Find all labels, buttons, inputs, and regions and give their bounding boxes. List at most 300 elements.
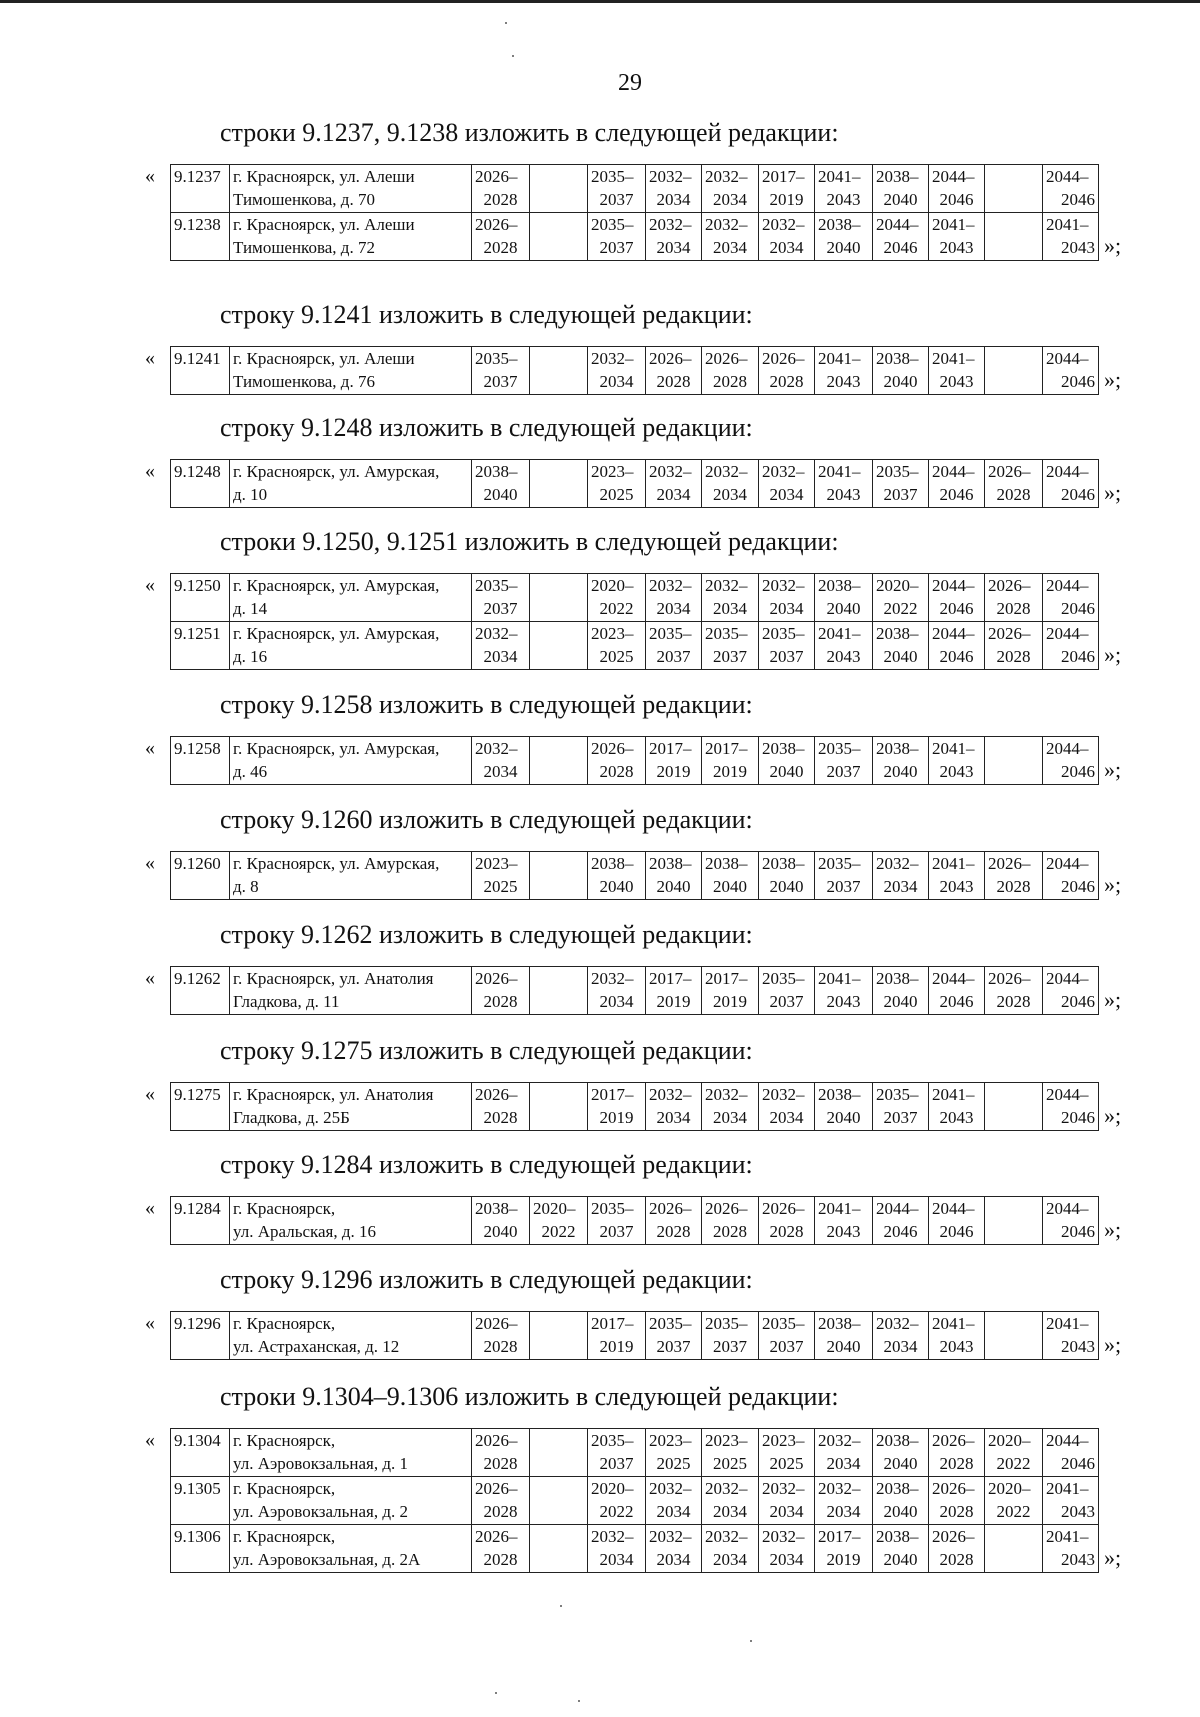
section-heading: строки 9.1250, 9.1251 изложить в следующей редакции: — [220, 527, 839, 556]
amendment-table — [170, 573, 1099, 670]
row-number-cell — [171, 1083, 230, 1131]
period-end: 2037 — [656, 1337, 691, 1356]
address-line-2: ул. Аэровокзальная, д. 1 — [233, 1454, 409, 1473]
period-start: 2035– — [591, 1431, 634, 1450]
row-number-cell — [171, 737, 230, 785]
period-cell — [815, 460, 873, 508]
period-end: 2046 — [939, 599, 974, 618]
period-start: 2044– — [932, 624, 975, 643]
row-number-cell — [171, 165, 230, 213]
period-start: 2044– — [932, 167, 975, 186]
period-start: 2041– — [1046, 1479, 1089, 1498]
period-start: 2017– — [591, 1085, 634, 1104]
period-cell — [646, 1312, 702, 1360]
period-cell — [1043, 460, 1099, 508]
period-end — [988, 1106, 1039, 1129]
period-end: 2028 — [713, 372, 747, 391]
section-heading: строку 9.1284 изложить в следующей редакции: — [220, 1150, 753, 1179]
period-end: 2037 — [769, 992, 804, 1011]
period-end: 2040 — [883, 372, 918, 391]
period-end: 2040 — [656, 877, 691, 896]
period-end: 2028 — [483, 1454, 518, 1473]
close-quote-mark: »; — [1104, 872, 1122, 897]
period-end — [533, 597, 584, 620]
period-start — [533, 1525, 584, 1548]
period-cell — [873, 1312, 929, 1360]
period-end: 2028 — [483, 1337, 518, 1356]
row-number-cell — [171, 1525, 230, 1573]
period-start: 2026– — [649, 1199, 692, 1218]
period-cell — [815, 1197, 873, 1245]
period-end: 2046 — [939, 647, 974, 666]
period-end — [533, 483, 584, 506]
period-end: 2046 — [1061, 762, 1095, 781]
period-end: 2037 — [599, 190, 634, 209]
period-end: 2022 — [996, 1502, 1031, 1521]
period-cell — [588, 574, 646, 622]
period-start: 2035– — [762, 624, 805, 643]
period-end: 2019 — [713, 992, 747, 1011]
period-end: 2034 — [883, 877, 918, 896]
period-start: 2038– — [876, 1527, 919, 1546]
period-end — [988, 236, 1039, 259]
period-start: 2041– — [818, 167, 861, 186]
period-cell — [702, 967, 759, 1015]
period-start: 2032– — [649, 576, 692, 595]
row-number: 9.1262 — [174, 969, 221, 988]
period-end: 2025 — [713, 1454, 747, 1473]
period-start: 2038– — [475, 1199, 518, 1218]
period-end: 2022 — [599, 1502, 634, 1521]
period-cell — [702, 1197, 759, 1245]
table-row — [171, 1197, 1099, 1245]
period-end: 2028 — [996, 992, 1031, 1011]
period-cell — [929, 1429, 985, 1477]
period-start: 2041– — [818, 969, 861, 988]
period-cell — [588, 622, 646, 670]
period-end: 2043 — [939, 762, 974, 781]
period-start: 2038– — [818, 1314, 861, 1333]
period-end: 2037 — [483, 599, 518, 618]
period-end: 2040 — [883, 190, 918, 209]
period-start: 2032– — [591, 1527, 634, 1546]
period-end: 2046 — [1061, 485, 1095, 504]
period-end: 2046 — [1061, 372, 1095, 391]
period-start: 2041– — [932, 215, 975, 234]
period-cell — [759, 347, 815, 395]
section-heading: строку 9.1260 изложить в следующей редакции: — [220, 805, 753, 834]
period-end: 2034 — [713, 1550, 747, 1569]
period-end: 2046 — [939, 1222, 974, 1241]
period-start — [988, 1525, 1039, 1548]
period-start: 2032– — [649, 1527, 692, 1546]
period-start — [533, 1429, 584, 1452]
period-end: 2025 — [599, 485, 634, 504]
period-cell — [873, 347, 929, 395]
row-number: 9.1305 — [174, 1479, 221, 1498]
amendment-table — [170, 1082, 1099, 1131]
period-cell — [929, 460, 985, 508]
period-start: 2035– — [818, 854, 861, 873]
amendment-table — [170, 1196, 1099, 1245]
period-start: 2020– — [591, 576, 634, 595]
amendment-table — [170, 164, 1099, 261]
section-heading: строку 9.1248 изложить в следующей редакции: — [220, 413, 753, 442]
period-start — [988, 347, 1039, 370]
period-cell — [588, 165, 646, 213]
period-cell — [873, 1083, 929, 1131]
period-end: 2034 — [599, 372, 634, 391]
period-cell — [929, 852, 985, 900]
period-cell — [646, 1477, 702, 1525]
table-row — [171, 967, 1099, 1015]
period-start: 2017– — [591, 1314, 634, 1333]
address-cell — [230, 622, 472, 670]
period-start: 2044– — [1046, 624, 1089, 643]
period-end: 2040 — [826, 1108, 861, 1127]
period-end: 2040 — [769, 762, 804, 781]
period-end: 2022 — [599, 599, 634, 618]
period-end: 2034 — [713, 599, 747, 618]
period-start — [533, 574, 584, 597]
period-end: 2040 — [826, 1337, 861, 1356]
amendment-table — [170, 1311, 1099, 1360]
open-quote-mark: « — [145, 1429, 155, 1451]
period-start: 2017– — [705, 739, 748, 758]
period-start: 2035– — [705, 1314, 748, 1333]
period-end: 2040 — [769, 877, 804, 896]
period-start: 2041– — [818, 462, 861, 481]
scan-speck — [578, 1700, 580, 1702]
period-cell — [759, 213, 815, 261]
period-cell — [702, 347, 759, 395]
period-cell — [759, 967, 815, 1015]
address-line-1: г. Красноярск, ул. Амурская, — [233, 624, 440, 643]
period-start: 2038– — [591, 854, 634, 873]
period-start: 2032– — [475, 739, 518, 758]
address-line-1: г. Красноярск, — [233, 1431, 336, 1450]
period-cell — [646, 852, 702, 900]
period-end — [533, 760, 584, 783]
period-cell — [985, 737, 1043, 785]
period-end: 2040 — [483, 485, 518, 504]
address-cell — [230, 737, 472, 785]
period-start: 2032– — [591, 969, 634, 988]
period-cell — [929, 967, 985, 1015]
period-end: 2034 — [713, 238, 747, 257]
period-end: 2043 — [1061, 238, 1095, 257]
period-end: 2034 — [483, 762, 518, 781]
period-end: 2034 — [769, 1550, 804, 1569]
period-cell — [646, 1197, 702, 1245]
period-end: 2037 — [883, 485, 918, 504]
period-cell — [815, 347, 873, 395]
period-start: 2041– — [818, 349, 861, 368]
period-cell — [1043, 1197, 1099, 1245]
scan-speck — [512, 55, 514, 57]
period-cell — [646, 165, 702, 213]
period-cell — [759, 574, 815, 622]
row-number: 9.1284 — [174, 1199, 221, 1218]
row-number-cell — [171, 1197, 230, 1245]
scan-speck — [495, 1692, 497, 1694]
period-cell — [1043, 165, 1099, 213]
period-cell — [985, 165, 1043, 213]
period-cell — [702, 737, 759, 785]
period-cell — [815, 1477, 873, 1525]
period-cell — [929, 1083, 985, 1131]
section-heading: строку 9.1296 изложить в следующей редакции: — [220, 1265, 753, 1294]
period-cell — [815, 622, 873, 670]
period-cell — [702, 165, 759, 213]
period-end: 2040 — [883, 1550, 918, 1569]
period-cell — [588, 347, 646, 395]
period-cell — [702, 852, 759, 900]
period-cell — [472, 165, 530, 213]
row-number-cell — [171, 622, 230, 670]
period-start: 2032– — [762, 215, 805, 234]
period-cell — [588, 737, 646, 785]
period-cell — [646, 1525, 702, 1573]
period-cell — [530, 1429, 588, 1477]
period-start: 2038– — [876, 349, 919, 368]
period-end: 2037 — [769, 647, 804, 666]
period-cell — [759, 852, 815, 900]
period-end: 2034 — [656, 1108, 691, 1127]
period-cell — [588, 1312, 646, 1360]
period-cell — [530, 737, 588, 785]
period-end: 2043 — [1061, 1550, 1095, 1569]
period-start: 2026– — [475, 1479, 518, 1498]
period-start: 2035– — [591, 167, 634, 186]
period-cell — [759, 1477, 815, 1525]
row-number-cell — [171, 967, 230, 1015]
close-quote-mark: »; — [1104, 642, 1122, 667]
period-cell — [815, 213, 873, 261]
period-end — [988, 188, 1039, 211]
period-end: 2046 — [1061, 1108, 1095, 1127]
period-start: 2032– — [762, 576, 805, 595]
period-end: 2034 — [769, 1108, 804, 1127]
period-cell — [815, 574, 873, 622]
period-end: 2022 — [996, 1454, 1031, 1473]
address-line-2: Тимошенкова, д. 70 — [233, 190, 375, 209]
period-cell — [472, 574, 530, 622]
period-start: 2026– — [988, 854, 1031, 873]
period-start: 2032– — [649, 1085, 692, 1104]
row-number-cell — [171, 1429, 230, 1477]
period-start: 2044– — [932, 576, 975, 595]
period-cell — [1043, 213, 1099, 261]
period-start: 2032– — [705, 1479, 748, 1498]
period-start: 2023– — [591, 462, 634, 481]
period-cell — [472, 1197, 530, 1245]
period-start: 2035– — [876, 462, 919, 481]
address-line-1: г. Красноярск, ул. Анатолия — [233, 969, 434, 988]
period-end: 2043 — [826, 992, 861, 1011]
period-start: 2044– — [876, 1199, 919, 1218]
address-cell — [230, 852, 472, 900]
period-start: 2044– — [1046, 576, 1089, 595]
period-cell — [530, 622, 588, 670]
address-line-2: д. 14 — [233, 599, 268, 618]
period-end: 2046 — [939, 190, 974, 209]
address-line-2: Гладкова, д. 11 — [233, 992, 340, 1011]
period-end: 2034 — [656, 1502, 691, 1521]
period-end — [533, 1106, 584, 1129]
period-start: 2035– — [475, 576, 518, 595]
address-line-2: ул. Астраханская, д. 12 — [233, 1337, 400, 1356]
period-cell — [759, 1429, 815, 1477]
period-cell — [985, 460, 1043, 508]
address-cell — [230, 1312, 472, 1360]
period-end: 2034 — [656, 485, 691, 504]
period-end — [988, 1335, 1039, 1358]
period-start: 2026– — [762, 1199, 805, 1218]
period-end: 2025 — [483, 877, 518, 896]
period-cell — [985, 1429, 1043, 1477]
open-quote-mark: « — [145, 1083, 155, 1105]
address-line-1: г. Красноярск, ул. Алеши — [233, 167, 415, 186]
period-cell — [702, 1525, 759, 1573]
period-end: 2037 — [599, 238, 634, 257]
close-quote-mark: »; — [1104, 1103, 1122, 1128]
period-cell — [1043, 852, 1099, 900]
period-cell — [472, 1525, 530, 1573]
period-cell — [985, 622, 1043, 670]
period-cell — [646, 574, 702, 622]
period-start: 2038– — [818, 576, 861, 595]
period-end: 2043 — [939, 877, 974, 896]
period-start: 2026– — [475, 969, 518, 988]
period-start — [533, 1083, 584, 1106]
period-start: 2032– — [705, 462, 748, 481]
address-line-1: г. Красноярск, — [233, 1479, 336, 1498]
period-end: 2043 — [939, 372, 974, 391]
period-end — [533, 645, 584, 668]
period-end: 2043 — [826, 372, 861, 391]
period-cell — [646, 213, 702, 261]
period-start — [988, 1312, 1039, 1335]
period-end: 2028 — [656, 1222, 691, 1241]
period-start: 2026– — [988, 462, 1031, 481]
row-number: 9.1304 — [174, 1431, 221, 1450]
period-end: 2043 — [1061, 1337, 1095, 1356]
period-end: 2028 — [483, 1502, 518, 1521]
period-start: 2044– — [1046, 969, 1089, 988]
table-row — [171, 213, 1099, 261]
period-end: 2028 — [939, 1502, 974, 1521]
period-start: 2026– — [762, 349, 805, 368]
period-end: 2040 — [883, 992, 918, 1011]
period-cell — [985, 574, 1043, 622]
period-start: 2035– — [591, 1199, 634, 1218]
period-cell — [985, 1197, 1043, 1245]
period-cell — [646, 1429, 702, 1477]
period-start — [533, 347, 584, 370]
close-quote-mark: »; — [1104, 1332, 1122, 1357]
close-quote-mark: »; — [1104, 367, 1122, 392]
period-cell — [1043, 574, 1099, 622]
period-start: 2026– — [475, 215, 518, 234]
address-line-1: г. Красноярск, ул. Анатолия — [233, 1085, 434, 1104]
period-start: 2041– — [932, 349, 975, 368]
period-end: 2019 — [599, 1337, 634, 1356]
row-number-cell — [171, 1312, 230, 1360]
period-cell — [815, 852, 873, 900]
period-end: 2028 — [713, 1222, 747, 1241]
period-start: 2032– — [591, 349, 634, 368]
period-end: 2034 — [483, 647, 518, 666]
page-number: 29 — [618, 70, 642, 96]
scan-speck — [505, 22, 507, 24]
period-cell — [815, 967, 873, 1015]
period-cell — [873, 1197, 929, 1245]
open-quote-mark: « — [145, 165, 155, 187]
table-row — [171, 1312, 1099, 1360]
period-cell — [873, 213, 929, 261]
period-start: 2026– — [988, 969, 1031, 988]
period-end — [533, 236, 584, 259]
period-cell — [1043, 1525, 1099, 1573]
period-cell — [985, 347, 1043, 395]
period-cell — [472, 1083, 530, 1131]
address-line-1: г. Красноярск, ул. Амурская, — [233, 576, 440, 595]
period-cell — [815, 1525, 873, 1573]
period-cell — [1043, 737, 1099, 785]
period-start: 2026– — [932, 1431, 975, 1450]
period-end: 2022 — [883, 599, 918, 618]
period-end: 2034 — [826, 1454, 861, 1473]
period-start: 2020– — [988, 1479, 1031, 1498]
row-number-cell — [171, 213, 230, 261]
period-cell — [873, 1525, 929, 1573]
address-line-1: г. Красноярск, — [233, 1527, 336, 1546]
address-line-2: Тимошенкова, д. 76 — [233, 372, 375, 391]
address-line-2: Тимошенкова, д. 72 — [233, 238, 375, 257]
period-cell — [759, 1525, 815, 1573]
period-end: 2046 — [939, 485, 974, 504]
period-end: 2028 — [483, 1108, 518, 1127]
address-line-2: д. 8 — [233, 877, 259, 896]
period-cell — [985, 213, 1043, 261]
period-start — [533, 213, 584, 236]
period-cell — [588, 967, 646, 1015]
open-quote-mark: « — [145, 460, 155, 482]
period-end: 2043 — [826, 647, 861, 666]
period-cell — [472, 737, 530, 785]
section-heading: строку 9.1241 изложить в следующей редакции: — [220, 300, 753, 329]
period-cell — [873, 460, 929, 508]
period-end: 2034 — [769, 599, 804, 618]
period-start: 2035– — [591, 215, 634, 234]
period-cell — [530, 347, 588, 395]
period-end: 2040 — [713, 877, 747, 896]
period-start: 2038– — [876, 969, 919, 988]
period-cell — [985, 1083, 1043, 1131]
period-end — [533, 1548, 584, 1571]
period-start: 2032– — [649, 167, 692, 186]
amendment-table — [170, 459, 1099, 508]
period-cell — [646, 967, 702, 1015]
close-quote-mark: »; — [1104, 233, 1122, 258]
period-start — [533, 967, 584, 990]
period-start: 2020– — [591, 1479, 634, 1498]
period-start: 2035– — [705, 624, 748, 643]
table-row — [171, 1429, 1099, 1477]
period-start: 2041– — [818, 624, 861, 643]
period-start: 2032– — [876, 1314, 919, 1333]
